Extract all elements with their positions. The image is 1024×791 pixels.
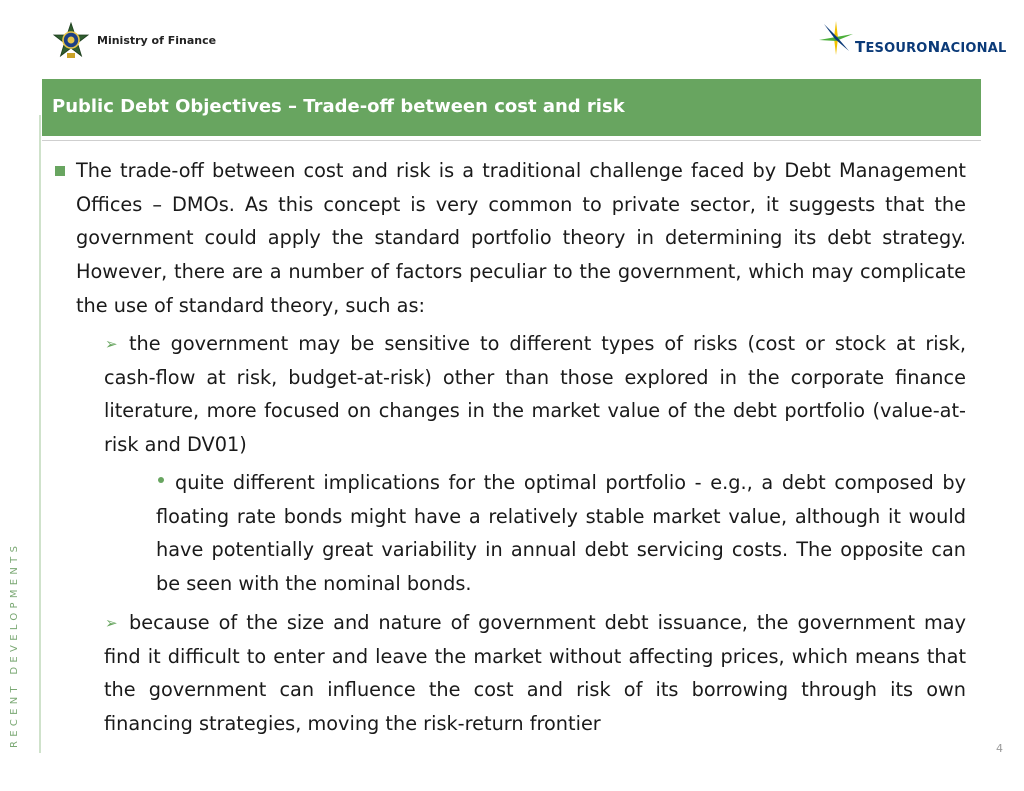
paragraph-sub-sub-1: quite different implications for the optimal portfolio - e.g., a debt composed by floating rate bonds might have a relatively stable market value, although it would have potentially great variability in annual debt servicing costs. The opposite can be seen with the nominal bonds.: [156, 471, 966, 596]
paragraph-main: The trade-off between cost and risk is a traditional challenge faced by Debt Management Offices – DMOs. As this concept is very common to private sector, it suggests that the government could apply the standard portfolio theory in determining its debt strategy. However, there are a number of factors peculiar to the government, which may complicate the use of standard theory, such as:: [76, 159, 966, 317]
slide-title: Public Debt Objectives – Trade-off between cost and risk: [52, 96, 625, 117]
left-accent-line: [39, 115, 41, 753]
coat-of-arms-icon: [52, 22, 90, 60]
header: [0, 0, 1024, 78]
ministry-label: Ministry of Finance: [97, 34, 217, 47]
square-bullet-icon: [55, 166, 65, 176]
paragraph-sub-2: because of the size and nature of government debt issuance, the government may find it difficult to enter and leave the market without affecting prices, which means that the government can influence the cost and risk of its borrowing through its own financing strategies, moving the risk-return frontier: [104, 611, 966, 736]
page-number: 4: [996, 742, 1003, 755]
side-section-label: RECENT DEVELOPMENTS: [9, 541, 20, 748]
paragraph-sub-1: the government may be sensitive to different types of risks (cost or stock at risk, cash-flow at risk, budget-at-risk) other than those explored in the corporate finance literature, more focused on changes in the market value of the debt portfolio (value-at-risk and DV01): [104, 332, 966, 457]
arrow-bullet-icon: ➢: [105, 335, 118, 353]
title-bar: [42, 79, 981, 136]
arrow-bullet-icon: ➢: [105, 614, 118, 632]
tesouro-nacional-logo: [816, 18, 1007, 58]
title-divider: [42, 140, 981, 141]
logo-wordmark: TESOURONACIONAL: [855, 38, 1007, 56]
tesouro-star-icon: [816, 18, 856, 58]
